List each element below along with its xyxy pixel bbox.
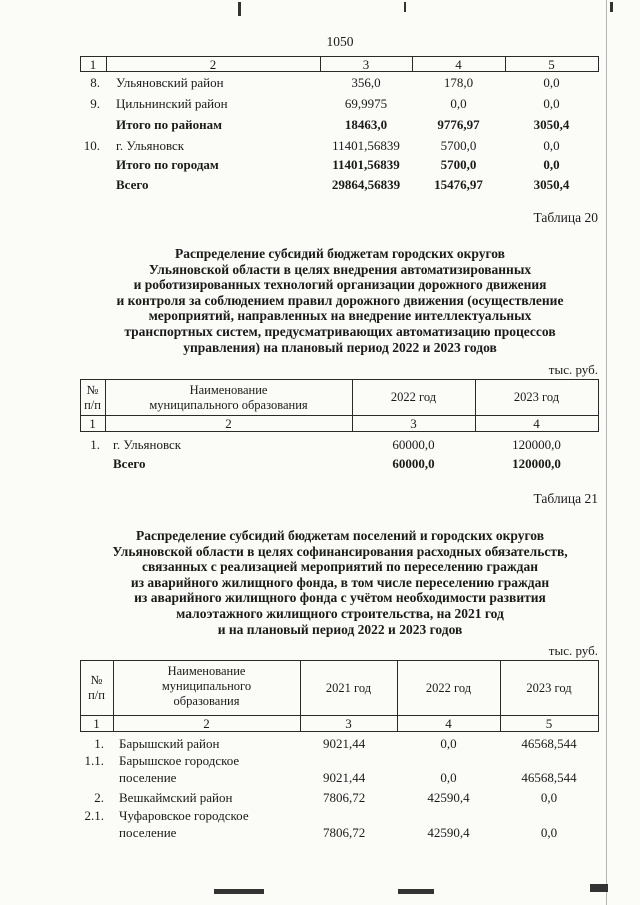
units-label: тыс. руб. <box>548 643 598 658</box>
table-row: Итого по районам 18463,0 9776,97 3050,4 <box>116 117 570 132</box>
table-row: 2.1. Чуфаровское городское поселение 7806,72 42590,4 0,0 <box>84 808 558 840</box>
col-header-2022: 2022 год <box>390 390 437 404</box>
col-num: 3 <box>345 716 352 731</box>
table-21-heading: Распределение субсидий бюджетам поселений и городских округов Ульяновской области в целях софинансирования расходных обязательств, связанных с реализацией мероприятий по переселению граждан из аварийного жилищного фонда, в том числе переселению граждан из аварийного жилищного фонда с учётом необходимости развития малоэтажного жилищного строительства, на 2021 год и на плановый период 2022 и 2023 годов <box>112 528 568 637</box>
table-21-label: Таблица 21 <box>533 491 598 506</box>
col-header-name: Наименование муниципального образования <box>149 383 308 412</box>
scan-mark <box>404 2 406 12</box>
table-20-label: Таблица 20 <box>533 210 598 225</box>
col-num: 2 <box>225 416 232 431</box>
col-num: 2 <box>203 716 210 731</box>
col-header-number: № п/п <box>88 673 105 702</box>
table-row: Всего 29864,56839 15476,97 3050,4 <box>116 177 570 192</box>
table-row: Всего 60000,0 120000,0 <box>113 456 561 471</box>
col-num: 1 <box>89 416 96 431</box>
col-header-2023: 2023 год <box>513 390 560 404</box>
col-num: 3 <box>362 57 370 72</box>
scan-mark <box>238 2 241 16</box>
col-header-2021: 2021 год <box>325 681 372 695</box>
col-num: 2 <box>209 57 217 72</box>
col-header-name: Наименование муниципального образования <box>161 664 252 708</box>
table-row: 2. Вешкаймский район 7806,72 42590,4 0,0 <box>94 790 558 805</box>
col-num: 1 <box>93 716 100 731</box>
scan-mark <box>214 889 264 894</box>
scan-mark <box>590 884 608 892</box>
col-num: 4 <box>445 716 452 731</box>
col-header-2022: 2022 год <box>425 681 472 695</box>
col-header-number: № п/п <box>84 383 101 412</box>
col-num: 4 <box>455 57 462 72</box>
col-num: 4 <box>533 416 540 431</box>
table-row: 10. г. Ульяновск 11401,56839 5700,0 0,0 <box>83 138 560 153</box>
col-num: 5 <box>545 716 553 731</box>
col-num: 5 <box>548 57 555 72</box>
table-row: 8. Ульяновский район 356,0 178,0 0,0 <box>90 75 560 90</box>
page-number: 1050 <box>326 34 354 49</box>
table-row: 1.1. Барышское городское поселение 9021,44 0,0 46568,544 <box>84 753 577 785</box>
table-20-heading: Распределение субсидий бюджетам городских округов Ульяновской области в целях внедрения автоматизированных и роботизированных технологий организации дорожного движения и контроля за соблюдением правил дорожного движения (осуществление мероприятий, направленных на внедрение интеллектуальных транспортных систем, предусматривающих автоматизацию процессов управления) на плановый период 2022 и 2023 годов <box>116 246 564 355</box>
table-row: 9. Цильнинский район 69,9975 0,0 0,0 <box>90 96 560 111</box>
table-row: 1. г. Ульяновск 60000,0 120000,0 <box>90 437 561 452</box>
table-row: 1. Барышский район 9021,44 0,0 46568,544 <box>94 736 577 751</box>
scan-mark <box>398 889 434 894</box>
table-row: Итого по городам 11401,56839 5700,0 0,0 <box>116 157 560 172</box>
scan-mark <box>610 2 613 12</box>
col-num: 3 <box>410 416 417 431</box>
units-label: тыс. руб. <box>548 362 598 377</box>
col-header-2023: 2023 год <box>526 681 572 695</box>
col-num: 1 <box>89 57 97 72</box>
